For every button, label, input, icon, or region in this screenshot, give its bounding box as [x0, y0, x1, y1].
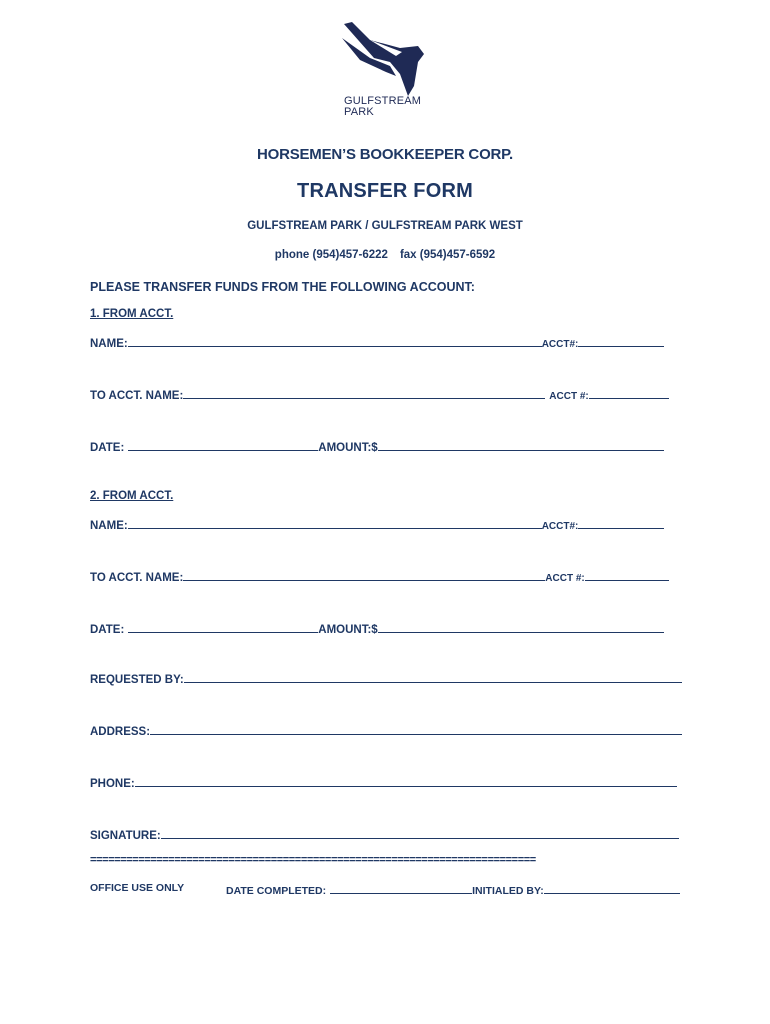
date-field[interactable] [128, 438, 318, 451]
date-completed-field[interactable] [330, 882, 472, 894]
instructions: PLEASE TRANSFER FUNDS FROM THE FOLLOWING ACCOUNT: [90, 280, 475, 294]
logo-wordmark [344, 96, 421, 118]
initialed-by-label: INITIALED BY: [472, 885, 544, 897]
section-2-date-row [90, 620, 664, 636]
to-acct-field[interactable] [589, 386, 669, 399]
requested-by-label: REQUESTED BY: [90, 674, 184, 686]
logo-line-2: PARK [344, 106, 374, 118]
gulfstream-park-logo [330, 18, 440, 128]
office-completion-row [226, 882, 680, 897]
from-name-field[interactable] [128, 334, 542, 347]
from-acct-field[interactable] [578, 516, 664, 529]
date-completed-label: DATE COMPLETED: [226, 885, 327, 897]
to-acct-field[interactable] [585, 568, 669, 581]
phone-label: PHONE: [90, 778, 135, 790]
address-label: ADDRESS: [90, 726, 151, 738]
logo-line-1: GULFSTREAM [344, 95, 422, 107]
date-field[interactable] [128, 620, 318, 633]
phone-field[interactable] [135, 774, 677, 787]
phone-number: phone (954)457-6222 [274, 249, 388, 261]
initialed-by-field[interactable] [544, 882, 680, 894]
address-field[interactable] [150, 722, 682, 735]
to-name-label: TO ACCT. NAME: [90, 390, 184, 402]
date-label: DATE: [90, 624, 125, 636]
requested-by-field[interactable] [184, 670, 682, 683]
signature-label: SIGNATURE: [90, 830, 161, 842]
from-acct-label: ACCT#: [541, 339, 579, 350]
section-1-name-row [90, 334, 664, 350]
amount-label: AMOUNT:$ [318, 624, 378, 636]
section-2-name-row [90, 516, 664, 532]
amount-field[interactable] [378, 620, 664, 633]
date-label: DATE: [90, 442, 125, 454]
to-name-label: TO ACCT. NAME: [90, 572, 184, 584]
organization-name: HORSEMEN’S BOOKKEEPER CORP. [256, 146, 514, 163]
requested-by-row [90, 670, 682, 686]
phone-row [90, 774, 677, 790]
section-2-to-row [90, 568, 669, 584]
to-name-field[interactable] [183, 386, 545, 399]
separator-line: ========================================================================== [90, 854, 536, 866]
to-acct-label: ACCT #: [545, 573, 585, 584]
from-name-label: NAME: [90, 338, 128, 350]
office-use-label: OFFICE USE ONLY [90, 882, 185, 894]
from-name-label: NAME: [90, 520, 128, 532]
section-2-heading: 2. FROM ACCT. [90, 490, 174, 502]
address-row [90, 722, 682, 738]
amount-field[interactable] [378, 438, 664, 451]
from-acct-field[interactable] [578, 334, 664, 347]
horse-head-icon [330, 18, 440, 98]
to-name-field[interactable] [183, 568, 545, 581]
amount-label: AMOUNT:$ [318, 442, 378, 454]
from-name-field[interactable] [128, 516, 542, 529]
contact-line [0, 249, 770, 261]
from-acct-label: ACCT#: [541, 521, 579, 532]
section-1-heading: 1. FROM ACCT. [90, 308, 174, 320]
signature-field[interactable] [161, 826, 679, 839]
form-title: TRANSFER FORM [297, 180, 473, 202]
section-1-to-row [90, 386, 669, 402]
fax-number: fax (954)457-6592 [399, 249, 496, 261]
signature-row [90, 826, 679, 842]
track-names: GULFSTREAM PARK / GULFSTREAM PARK WEST [247, 220, 523, 232]
section-1-date-row [90, 438, 664, 454]
to-acct-label: ACCT #: [549, 391, 589, 402]
